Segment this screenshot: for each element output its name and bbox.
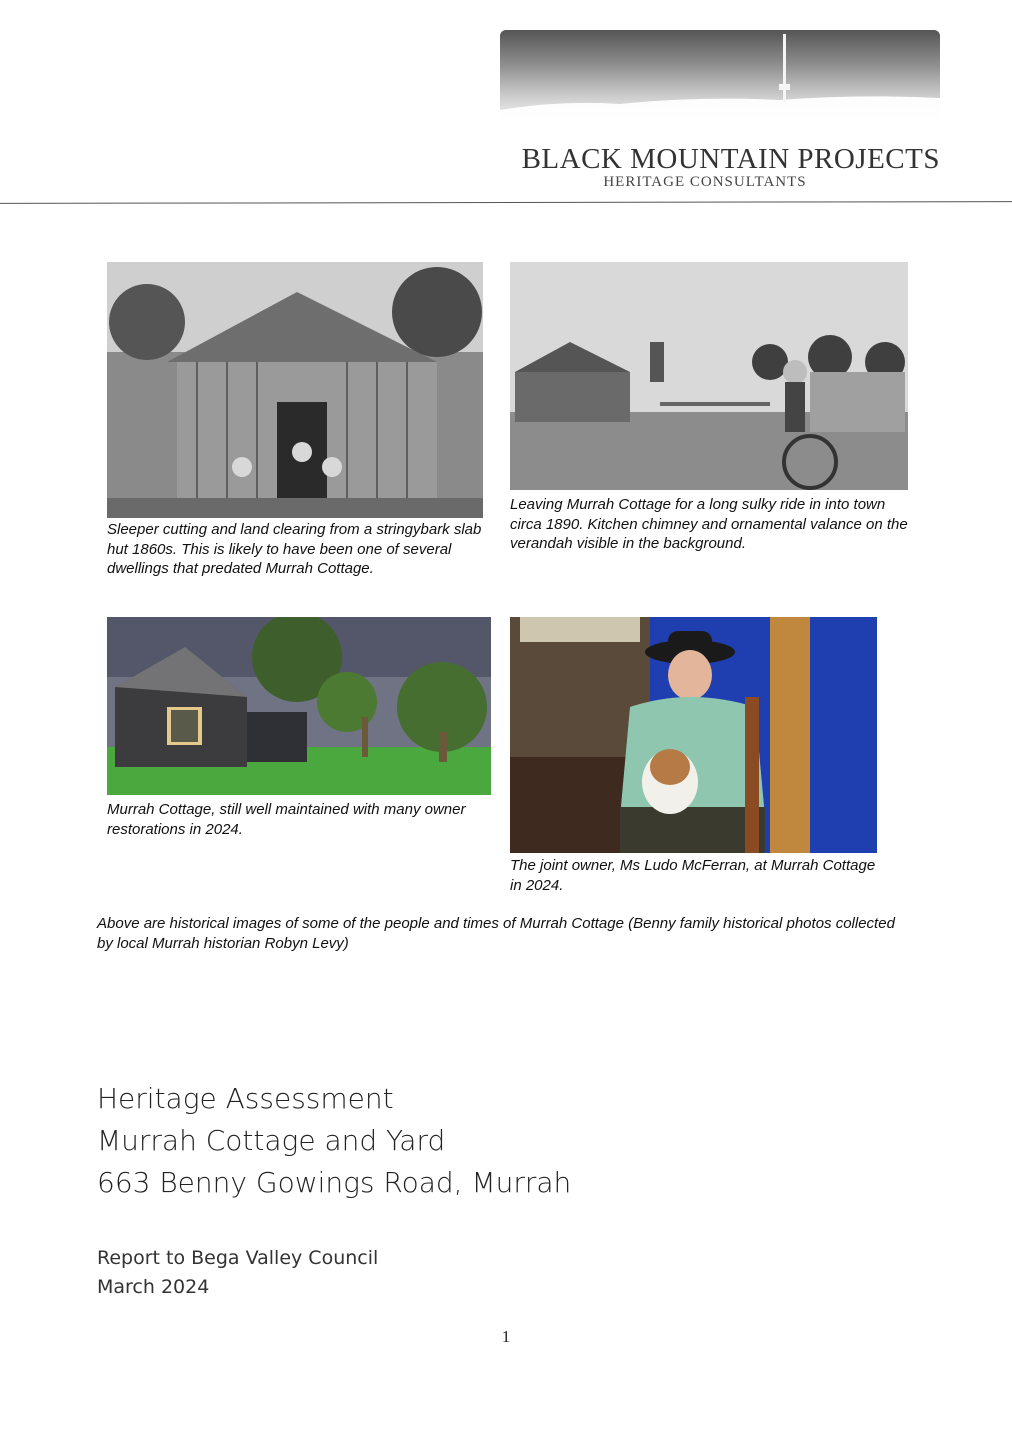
report-date-line: March 2024: [97, 1276, 210, 1298]
title-line-2: Murrah Cottage and Yard: [97, 1124, 446, 1157]
page-number: 1: [501, 1327, 511, 1346]
title-line-1: Heritage Assessment: [97, 1082, 394, 1115]
report-title: [97, 1078, 571, 1204]
title-line-3: 663 Benny Gowings Road, Murrah: [97, 1166, 572, 1199]
logo-title: BLACK MOUNTAIN PROJECTS: [521, 143, 940, 175]
logo-banner-image: [500, 30, 940, 122]
slab-hut-photo: [107, 262, 483, 518]
owner-portrait-caption: The joint owner, Ms Ludo McFerran, at Murrah Cottage in 2024.: [510, 857, 876, 894]
report-recipient-line: Report to Bega Valley Council: [97, 1247, 379, 1269]
report-recipient: [97, 1244, 378, 1302]
cottage-2024-caption: Murrah Cottage, still well maintained with many owner restorations in 2024.: [107, 801, 466, 838]
logo-subtitle: HERITAGE CONSULTANTS: [603, 174, 807, 190]
header-divider: [0, 201, 1012, 204]
sulky-ride-photo: [510, 262, 908, 490]
sulky-ride-caption: Leaving Murrah Cottage for a long sulky ride in into town circa 1890. Kitchen chimney and ornamental valance on the verandah visible in the background.: [510, 496, 908, 552]
cottage-2024-photo: [107, 617, 491, 795]
slab-hut-caption: Sleeper cutting and land clearing from a stringybark slab hut 1860s. This is likely to have been one of several dwellings that predated Murrah Cottage.: [107, 521, 482, 577]
owner-portrait-photo: [510, 617, 877, 853]
figures-note: Above are historical images of some of the people and times of Murrah Cottage (Benny family historical photos collected by local Murrah historian Robyn Levy): [97, 915, 895, 952]
